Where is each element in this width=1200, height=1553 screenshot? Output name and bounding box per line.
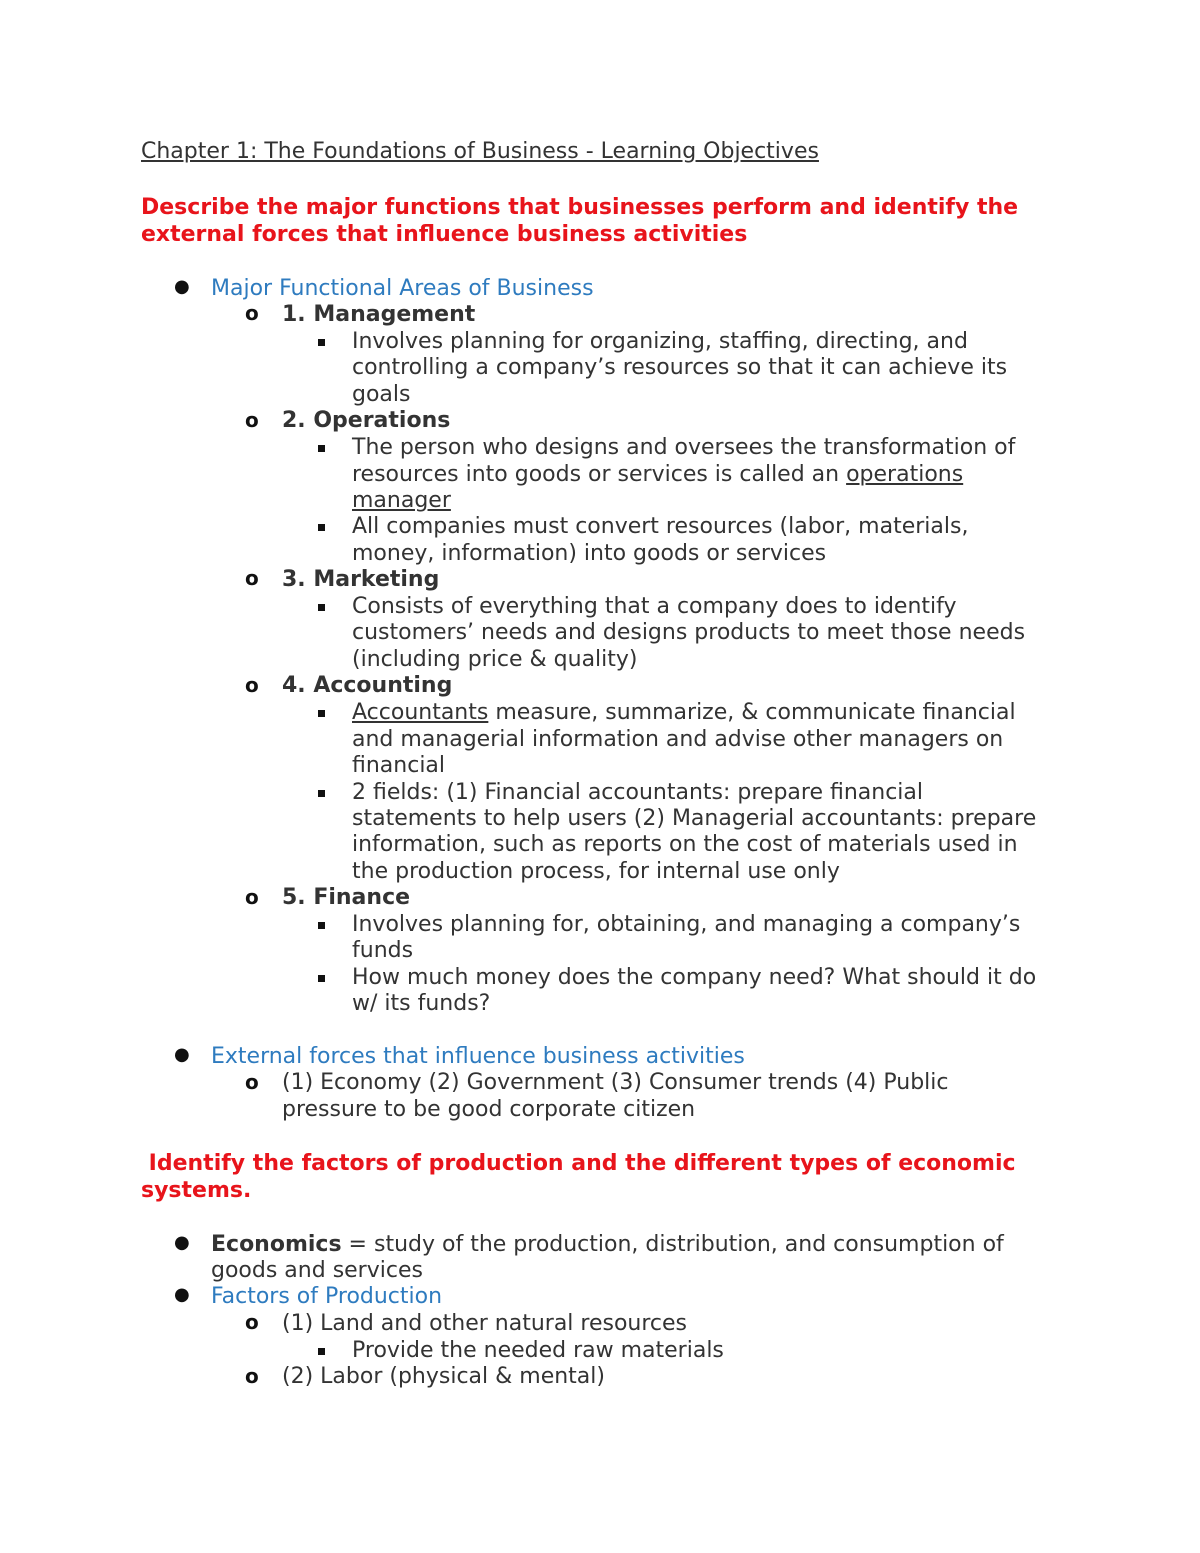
text-line bbox=[352, 462, 963, 488]
section-heading-external-forces: External forces that influence business activities bbox=[211, 1044, 745, 1069]
square-bullet-icon bbox=[318, 922, 325, 929]
square-bullet-icon bbox=[318, 445, 325, 452]
term-operations-manager-cont: manager bbox=[352, 488, 451, 513]
circle-bullet-icon: o bbox=[245, 566, 259, 590]
objective-line: Describe the major functions that businesses perform and identify the bbox=[141, 195, 1019, 220]
page-title: Chapter 1: The Foundations of Business - Learning Objectives bbox=[141, 139, 819, 164]
text-line: (1) Land and other natural resources bbox=[282, 1311, 688, 1336]
learning-objective-1 bbox=[141, 194, 1071, 248]
text-line: (2) Labor (physical & mental) bbox=[282, 1364, 605, 1389]
term-economics: Economics bbox=[211, 1232, 342, 1257]
text-line: Provide the needed raw materials bbox=[352, 1338, 724, 1363]
circle-bullet-icon: o bbox=[245, 673, 259, 697]
text-line: 2 fields: (1) Financial accountants: prepare financial bbox=[352, 780, 924, 805]
subheading-operations: 2. Operations bbox=[282, 408, 451, 433]
square-bullet-icon bbox=[318, 339, 325, 346]
subheading-accounting: 4. Accounting bbox=[282, 673, 453, 698]
text-line: financial bbox=[352, 753, 446, 778]
text-line: Involves planning for organizing, staffing, directing, and bbox=[352, 329, 968, 354]
subheading-marketing: 3. Marketing bbox=[282, 567, 440, 592]
term-operations-manager: operations bbox=[846, 462, 964, 487]
text-line: and managerial information and advise other managers on bbox=[352, 727, 1004, 752]
subheading-finance: 5. Finance bbox=[282, 885, 411, 910]
objective-line: external forces that influence business activities bbox=[141, 222, 748, 247]
circle-bullet-icon: o bbox=[245, 1364, 259, 1388]
learning-objective-2 bbox=[141, 1150, 1071, 1204]
text-line: Involves planning for, obtaining, and managing a company’s bbox=[352, 912, 1021, 937]
text-line: funds bbox=[352, 938, 414, 963]
text-line bbox=[352, 700, 1016, 726]
text-segment: measure, summarize, & communicate financial bbox=[488, 700, 1016, 725]
square-bullet-icon bbox=[318, 710, 325, 717]
subheading-management: 1. Management bbox=[282, 302, 476, 327]
text-line: controlling a company’s resources so that it can achieve its bbox=[352, 355, 1008, 380]
circle-bullet-icon: o bbox=[245, 408, 259, 432]
term-accountants: Accountants bbox=[352, 700, 489, 725]
objective-line: systems. bbox=[141, 1178, 252, 1203]
section-heading-factors: Factors of Production bbox=[211, 1284, 443, 1309]
bullet-dot-icon: ● bbox=[174, 1232, 190, 1253]
circle-bullet-icon: o bbox=[245, 1070, 259, 1094]
text-line: information, such as reports on the cost of materials used in bbox=[352, 832, 1018, 857]
square-bullet-icon bbox=[318, 1348, 325, 1355]
bullet-dot-icon: ● bbox=[174, 1284, 190, 1305]
circle-bullet-icon: o bbox=[245, 885, 259, 909]
section-heading-major-areas: Major Functional Areas of Business bbox=[211, 276, 594, 301]
text-segment: resources into goods or services is called an bbox=[352, 462, 847, 487]
text-line: the production process, for internal use only bbox=[352, 859, 840, 884]
square-bullet-icon bbox=[318, 524, 325, 531]
square-bullet-icon bbox=[318, 975, 325, 982]
text-line: How much money does the company need? What should it do bbox=[352, 965, 1037, 990]
text-line: goals bbox=[352, 382, 411, 407]
text-line: (including price & quality) bbox=[352, 647, 638, 672]
text-line: (1) Economy (2) Government (3) Consumer trends (4) Public bbox=[282, 1070, 949, 1095]
objective-line: Identify the factors of production and the different types of economic bbox=[141, 1151, 1016, 1176]
text-line: The person who designs and oversees the transformation of bbox=[352, 435, 1016, 460]
text-line: All companies must convert resources (labor, materials, bbox=[352, 514, 969, 539]
square-bullet-icon bbox=[318, 604, 325, 611]
bullet-dot-icon: ● bbox=[174, 276, 190, 297]
text-line: pressure to be good corporate citizen bbox=[282, 1097, 696, 1122]
text-line: w/ its funds? bbox=[352, 991, 491, 1016]
text-line: Consists of everything that a company does to identify bbox=[352, 594, 957, 619]
circle-bullet-icon: o bbox=[245, 301, 259, 325]
square-bullet-icon bbox=[318, 790, 325, 797]
text-segment: = study of the production, distribution, and consumption of bbox=[341, 1232, 1004, 1257]
text-line: statements to help users (2) Managerial accountants: prepare bbox=[352, 806, 1037, 831]
text-line: money, information) into goods or services bbox=[352, 541, 827, 566]
text-line: customers’ needs and designs products to meet those needs bbox=[352, 620, 1026, 645]
text-line: goods and services bbox=[211, 1258, 423, 1283]
bullet-dot-icon: ● bbox=[174, 1044, 190, 1065]
circle-bullet-icon: o bbox=[245, 1310, 259, 1334]
text-line bbox=[211, 1232, 1004, 1258]
